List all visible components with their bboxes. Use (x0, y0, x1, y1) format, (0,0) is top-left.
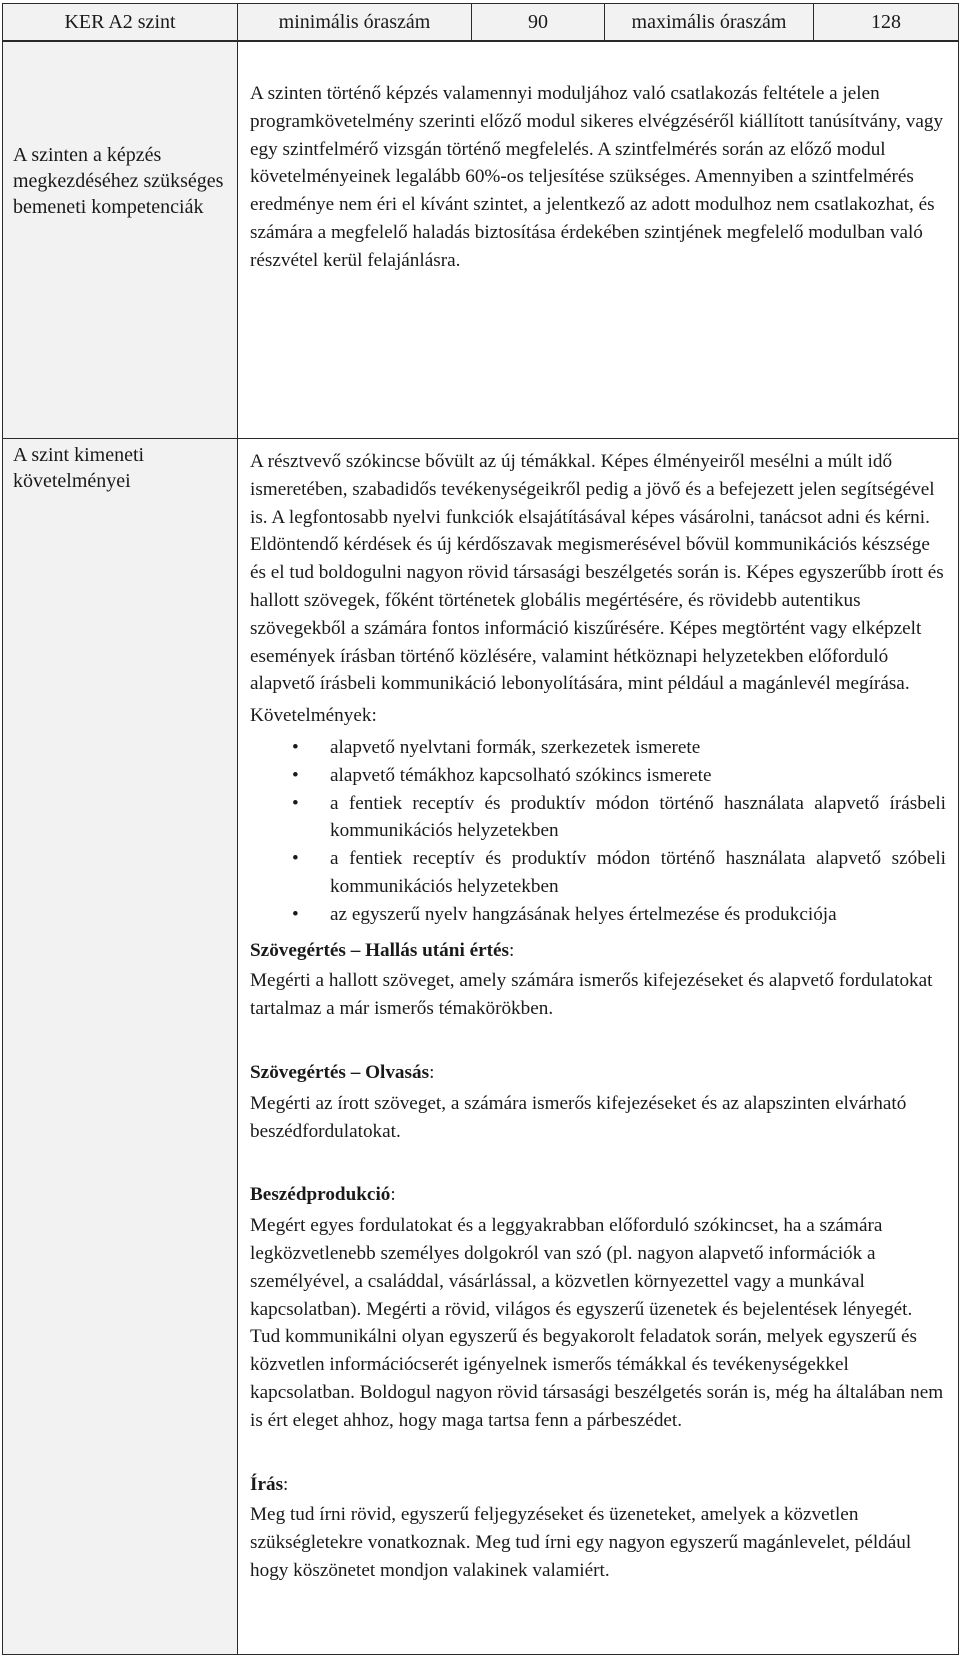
writing-section-title: Írás: (250, 1473, 289, 1495)
requirements-table (2, 41, 959, 1655)
requirement-text: a fentiek receptív és produktív módon történő használata alapvető szóbeli kommunikációs helyzetekben (330, 848, 946, 897)
bullet-icon: • (292, 736, 299, 758)
section-heading: Beszédprodukció (250, 1184, 391, 1206)
section-heading: Szövegértés – Hallás utáni értés (250, 939, 509, 961)
bullet-icon: • (292, 903, 299, 925)
requirements-title: Követelmények: (250, 705, 377, 727)
bullet-icon: • (292, 792, 299, 814)
level-header-table (2, 3, 959, 41)
requirement-text: az egyszerű nyelv hangzásának helyes értelmezése és produkciója (330, 903, 837, 925)
requirement-item (250, 734, 946, 762)
speaking-section-text: Megért egyes fordulatokat és a leggyakrabban előforduló szókincset, ha a számára legközvetlenebb személyes dolgokról van szó (pl. nagyon alapvető információk a személyével, a családdal, vásárlással, a közvetlen környezettel vagy a munkával kapcsolatban). Megérti a rövid, világos és egyszerű üzenetek és bejelentések lényegét. Tud kommunikálni olyan egyszerű és begyakorolt feladatok során, melyek egyszerű és közvetlen információcserét igényelnek ismerős témákkal és tevékenységekkel kapcsolatban. Boldogul nagyon rövid társasági beszélgetés során is, még ha általában nem is ért eleget ahhoz, hogy maga tartsa fenn a párbeszédet. (250, 1215, 944, 1431)
entry-competencies-text: A szinten történő képzés valamennyi moduljához való csatlakozás feltétele a jelen programkövetelmény szerinti előző modul sikeres elvégzéséről kiállított tanúsítvány, vagy egy szintfelmérő vizsgán történő megfelelés. A szintfelmérés során az előző modul követelményeinek legalább 60%-os teljesítése szükséges. Amennyiben a szintfelmérés eredménye nem éri el kívánt szintet, a jelentkező az adott modulhoz nem csatlakozhat, és számára a megfelelő haladás biztosítása érdekében szintjének megfelelő modulban való részvétel kerül felajánlásra. (250, 83, 944, 271)
requirement-item (250, 845, 946, 901)
section-heading: Írás (250, 1473, 284, 1495)
listening-section-title: Szövegértés – Hallás utáni értés: (250, 939, 515, 961)
entry-competencies-row (3, 42, 959, 439)
level-header-row (3, 4, 959, 41)
output-intro-text: A résztvevő szókincse bővült az új témákkal. Képes élményeiről mesélni a múlt idő ismeretében, szabadidős tevékenységeikről pedig a jövő és a befejezett jelen segítségével is. A legfontosabb nyelvi funkciók elsajátításával képes vásárolni, tanácsot adni és kérni. Eldöntendő kérdések és új kérdőszavak megismerésével bővül kommunikációs készsége és el tud boldogulni nagyon rövid társasági beszélgetés során is. Képes egyszerűbb írott és hallott szövegek, főként történetek globális megértésére, és rövidebb autentikus szövegekből a számára fontos információ kiszűrésére. Képes megtörtént vagy elképzelt események írásban történő közlésére, valamint hétköznapi helyzetekben előforduló alapvető írásbeli kommunikáció lebonyolítására, mint például a magánlevél megírása. (250, 451, 944, 695)
listening-section-text: Megérti a hallott szöveget, amely számára ismerős kifejezéseket és alapvető fordulatokat tartalmaz a már ismerős témakörökben. (250, 970, 933, 1020)
reading-section-title: Szövegértés – Olvasás: (250, 1061, 435, 1083)
requirement-text: a fentiek receptív és produktív módon történő használata alapvető írásbeli kommunikációs helyzetekben (330, 792, 946, 842)
requirement-item (250, 762, 946, 790)
bullet-icon: • (292, 848, 299, 870)
min-hours-label: minimális óraszám (238, 4, 472, 41)
section-heading: Szövegértés – Olvasás (250, 1061, 430, 1083)
speaking-section-title: Beszédprodukció: (250, 1184, 396, 1206)
level-name: KER A2 szint (3, 4, 238, 41)
output-requirements-row (3, 439, 959, 1655)
requirements-list (250, 734, 946, 929)
requirement-item (250, 790, 946, 846)
writing-section-text: Meg tud írni rövid, egyszerű feljegyzéseket és üzeneteket, amelyek a közvetlen szükségletekre vonatkoznak. Meg tud írni egy nagyon egyszerű magánlevelet, például hogy köszönetet mondjon valakinek valamiért. (250, 1504, 912, 1581)
max-hours-value: 128 (814, 4, 959, 41)
min-hours-value: 90 (472, 4, 605, 41)
requirement-item (250, 901, 946, 929)
max-hours-label: maximális óraszám (605, 4, 814, 41)
output-requirements-cell (238, 439, 959, 1655)
output-requirements-label: A szint kimeneti követelményei (3, 439, 238, 1655)
reading-section-text: Megérti az írott szöveget, a számára ismerős kifejezéseket és az alapszinten elvárható beszédfordulatokat. (250, 1092, 907, 1142)
bullet-icon: • (292, 764, 299, 786)
requirement-text: alapvető témákhoz kapcsolható szókincs ismerete (330, 764, 712, 786)
entry-competencies-label: A szinten a képzés megkezdéséhez szükséges bemeneti kompetenciák (3, 42, 238, 439)
requirement-text: alapvető nyelvtani formák, szerkezetek ismerete (330, 736, 701, 758)
entry-competencies-cell (238, 42, 959, 439)
